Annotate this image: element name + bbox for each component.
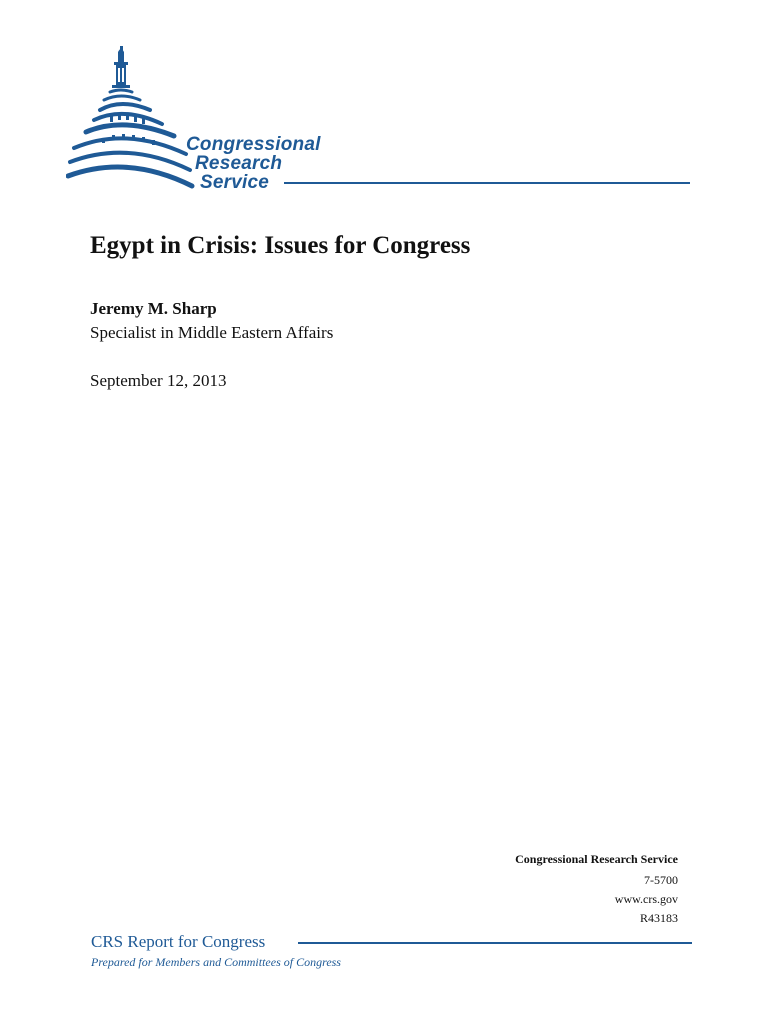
crs-report-label: CRS Report for Congress <box>91 932 266 951</box>
document-title: Egypt in Crisis: Issues for Congress <box>90 232 471 259</box>
org-phone: 7-5700 <box>644 873 678 887</box>
document-date: September 12, 2013 <box>90 371 227 390</box>
author-role: Specialist in Middle Eastern Affairs <box>90 323 334 342</box>
prepared-for-line: Prepared for Members and Committees of Congress <box>91 955 341 969</box>
org-website: www.crs.gov <box>614 892 678 906</box>
capitol-dome-icon <box>66 44 196 194</box>
logo-line-research: Research <box>195 153 283 174</box>
author-name: Jeremy M. Sharp <box>90 299 217 318</box>
header-rule <box>284 182 690 184</box>
logo-line-service: Service <box>200 172 270 193</box>
logo-line-congressional: Congressional <box>186 134 321 155</box>
org-info-block <box>515 850 678 928</box>
report-number: R43183 <box>639 911 678 925</box>
footer-rule <box>298 942 692 944</box>
org-name: Congressional Research Service <box>515 852 678 866</box>
